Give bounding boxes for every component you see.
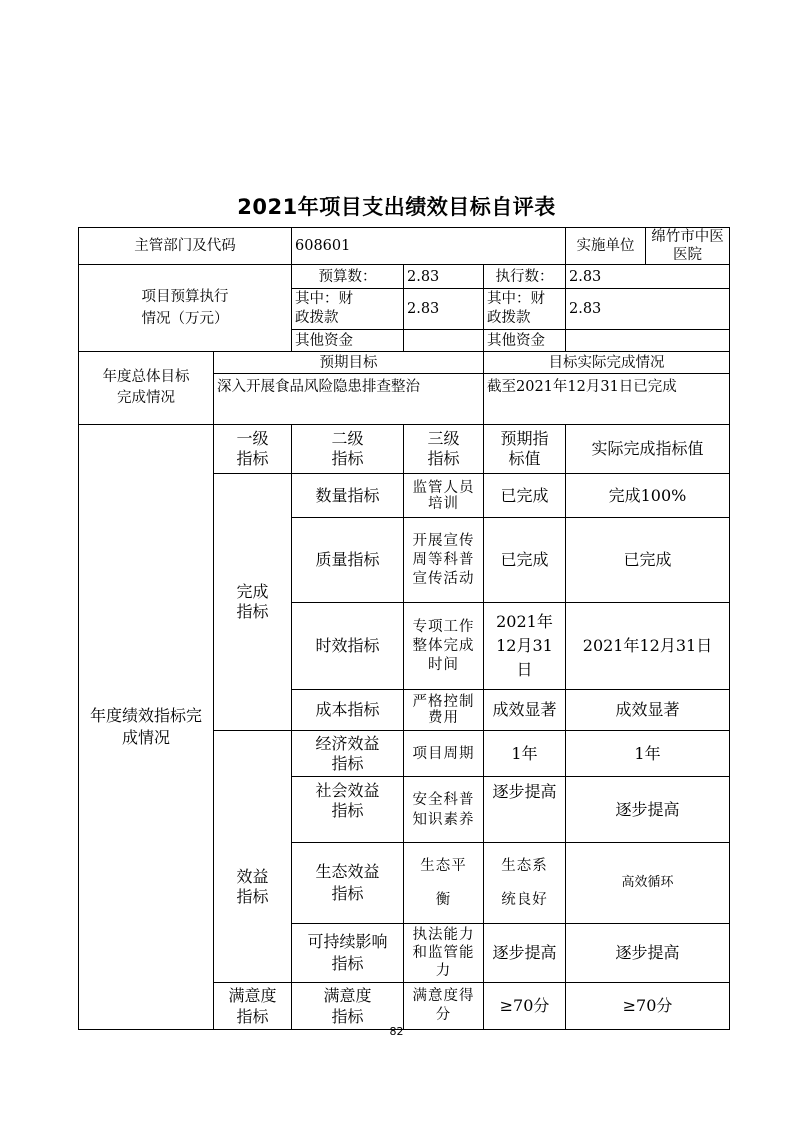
indicators-label: 年度绩效指标完成情况: [79, 425, 214, 1030]
level3-cell: 安全科普知识素养: [404, 777, 484, 843]
actual-value: 完成100%: [566, 474, 730, 518]
level3-cell: 监管人员培训: [404, 474, 484, 518]
expected-goal-header: 预期目标: [214, 352, 484, 374]
actual-value: 已完成: [566, 518, 730, 603]
level3-cell: 满意度得分: [404, 983, 484, 1030]
actual-value: 逐步提高: [566, 777, 730, 843]
budget-label: 项目预算执行情况（万元）: [79, 265, 292, 352]
level3-cell: 执法能力和监管能力: [404, 924, 484, 983]
level1-benefit: 效益指标: [214, 731, 292, 983]
budget-amount-label: 预算数：: [292, 265, 404, 289]
actual-value: 逐步提高: [566, 924, 730, 983]
level2-cell: 成本指标: [292, 690, 404, 731]
fiscal-label: 其中：财政拨款: [292, 289, 404, 330]
expected-value: 逐步提高: [484, 777, 566, 843]
other-exec: [566, 330, 730, 352]
other-exec-label: 其他资金: [484, 330, 566, 352]
expected-value: 逐步提高: [484, 924, 566, 983]
exec-amount-label: 执行数：: [484, 265, 566, 289]
level2-cell: 时效指标: [292, 603, 404, 690]
unit-name: 绵竹市中医医院: [646, 228, 730, 265]
fiscal-exec: 2.83: [566, 289, 730, 330]
level3-cell: 专项工作整体完成时间: [404, 603, 484, 690]
actual-goal: 截至2021年12月31日已完成: [484, 374, 730, 425]
level2-cell: 社会效益指标: [292, 777, 404, 843]
expected-value: 成效显著: [484, 690, 566, 731]
fiscal-exec-label: 其中：财政拨款: [484, 289, 566, 330]
level3-cell: 开展宣传周等科普宣传活动: [404, 518, 484, 603]
level3-cell: 严格控制费用: [404, 690, 484, 731]
goal-label: 年度总体目标完成情况: [79, 352, 214, 425]
header-level1: 一级指标: [214, 425, 292, 474]
header-actual: 实际完成指标值: [566, 425, 730, 474]
header-level2: 二级指标: [292, 425, 404, 474]
level3-cell: 项目周期: [404, 731, 484, 777]
expected-value: 生态系统良好: [484, 843, 566, 924]
level2-cell: 质量指标: [292, 518, 404, 603]
unit-label: 实施单位: [566, 228, 646, 265]
expected-value: 1年: [484, 731, 566, 777]
expected-value: 已完成: [484, 474, 566, 518]
performance-table: [78, 227, 730, 1030]
expected-value: 已完成: [484, 518, 566, 603]
level1-completion: 完成指标: [214, 474, 292, 731]
level3-cell: 生态平衡: [404, 843, 484, 924]
level2-cell: 满意度指标: [292, 983, 404, 1030]
level1-satisfaction: 满意度指标: [214, 983, 292, 1030]
other-budget: [404, 330, 484, 352]
header-expected: 预期指标值: [484, 425, 566, 474]
actual-value: 成效显著: [566, 690, 730, 731]
level2-cell: 生态效益指标: [292, 843, 404, 924]
actual-value: 高效循环: [566, 843, 730, 924]
expected-value: ≥70分: [484, 983, 566, 1030]
expected-value: 2021年12月31日: [484, 603, 566, 690]
actual-value: 2021年12月31日: [566, 603, 730, 690]
level2-cell: 数量指标: [292, 474, 404, 518]
actual-value: ≥70分: [566, 983, 730, 1030]
page-title: 2021年项目支出绩效目标自评表: [237, 195, 556, 219]
header-level3: 三级指标: [404, 425, 484, 474]
dept-label: 主管部门及代码: [79, 228, 292, 265]
level2-cell: 经济效益指标: [292, 731, 404, 777]
fiscal-budget: 2.83: [404, 289, 484, 330]
exec-amount: 2.83: [566, 265, 730, 289]
expected-goal: 深入开展食品风险隐患排查整治: [214, 374, 484, 425]
budget-amount: 2.83: [404, 265, 484, 289]
actual-goal-header: 目标实际完成情况: [484, 352, 730, 374]
actual-value: 1年: [566, 731, 730, 777]
level2-cell: 可持续影响指标: [292, 924, 404, 983]
dept-code: 608601: [292, 228, 566, 265]
page-number: 82: [389, 1025, 404, 1038]
other-label: 其他资金: [292, 330, 404, 352]
